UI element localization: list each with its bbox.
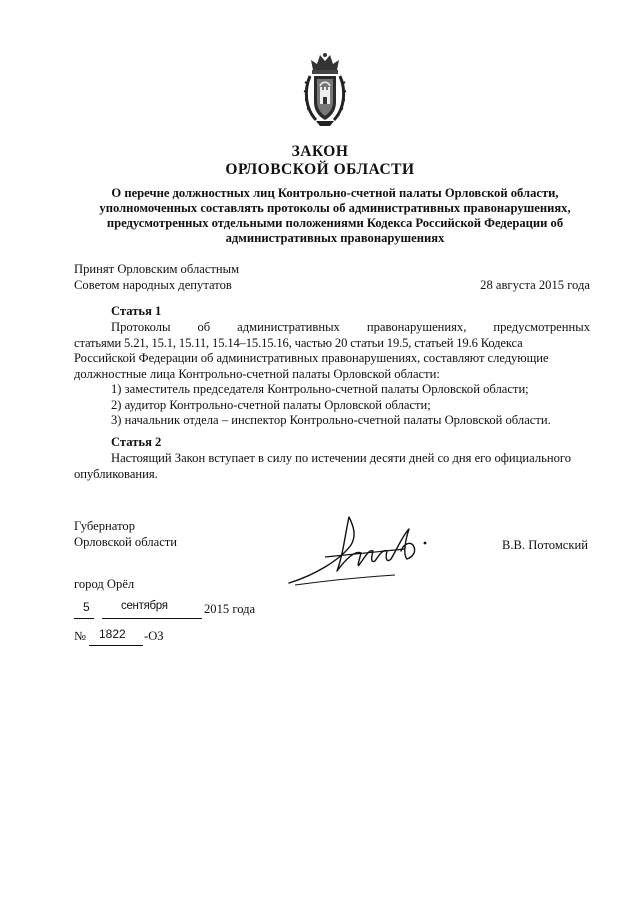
article-1-list-item: 3) начальник отдела – инспектор Контрольно-счетной палаты Орловской области.	[111, 413, 551, 427]
document-title: ЗАКОН	[291, 143, 349, 160]
subtitle-line: уполномоченных составлять протоколы об административных правонарушениях,	[99, 201, 571, 215]
article-2-line: опубликования.	[74, 466, 158, 481]
article-1-heading: Статья 1	[111, 304, 162, 318]
underline-rule	[102, 618, 202, 619]
signatory-position	[74, 519, 177, 550]
oryol-region-coat-of-arms-icon	[302, 50, 348, 128]
number-sign: №	[74, 629, 87, 643]
article-2-body	[74, 451, 590, 482]
signatory-name: В.В. Потомский	[501, 538, 588, 552]
signing-year: 2015 года	[204, 602, 256, 616]
subtitle-line: О перечне должностных лиц Контрольно-счетной палаты Орловской области,	[111, 186, 559, 200]
signatory-position-line: Орловской области	[74, 534, 178, 549]
law-subtitle	[80, 186, 590, 246]
signing-date	[74, 602, 274, 620]
signing-city: город Орёл	[74, 577, 135, 591]
underline-rule	[74, 618, 94, 619]
subtitle-line: предусмотренных отдельными положениями Кодекса Российской Федерации об	[106, 216, 564, 230]
signing-day: 5	[83, 600, 90, 614]
article-1-list-item: 2) аудитор Контрольно-счетной палаты Орловской области;	[111, 397, 431, 412]
adoption-authority	[74, 262, 239, 293]
adoption-line: Советом народных депутатов	[74, 277, 232, 292]
signatory-position-line: Губернатор	[74, 519, 135, 533]
adoption-line: Принят Орловским областным	[74, 262, 240, 276]
underline-rule	[89, 645, 143, 646]
document-issuer: ОРЛОВСКОЙ ОБЛАСТИ	[225, 161, 415, 178]
article-2-heading: Статья 2	[111, 435, 162, 449]
article-1-line: Российской Федерации об административных правонарушениях, составляют следующие	[74, 351, 549, 365]
subtitle-line: административных правонарушениях	[225, 231, 445, 245]
signing-month: сентября	[121, 600, 168, 612]
law-number	[74, 629, 274, 647]
article-2-line: Настоящий Закон вступает в силу по истечении десяти дней со дня его официального	[111, 451, 572, 465]
article-1-list-item: 1) заместитель председателя Контрольно-счетной палаты Орловской области;	[111, 382, 529, 396]
article-1-line: Протоколы об административных правонарушениях, предусмотренных	[111, 320, 590, 334]
adoption-date: 28 августа 2015 года	[480, 278, 590, 292]
law-number-suffix: -ОЗ	[144, 629, 164, 643]
article-1-line: статьями 5.21, 15.1, 15.11, 15.14–15.15.16, частью 20 статьи 19.5, статьей 19.6 Кодекса	[74, 335, 523, 350]
article-1-line: должностные лица Контрольно-счетной палаты Орловской области:	[74, 366, 440, 381]
handwritten-signature-icon	[285, 505, 435, 590]
article-1-body	[74, 320, 590, 429]
law-number-value: 1822	[99, 627, 126, 641]
